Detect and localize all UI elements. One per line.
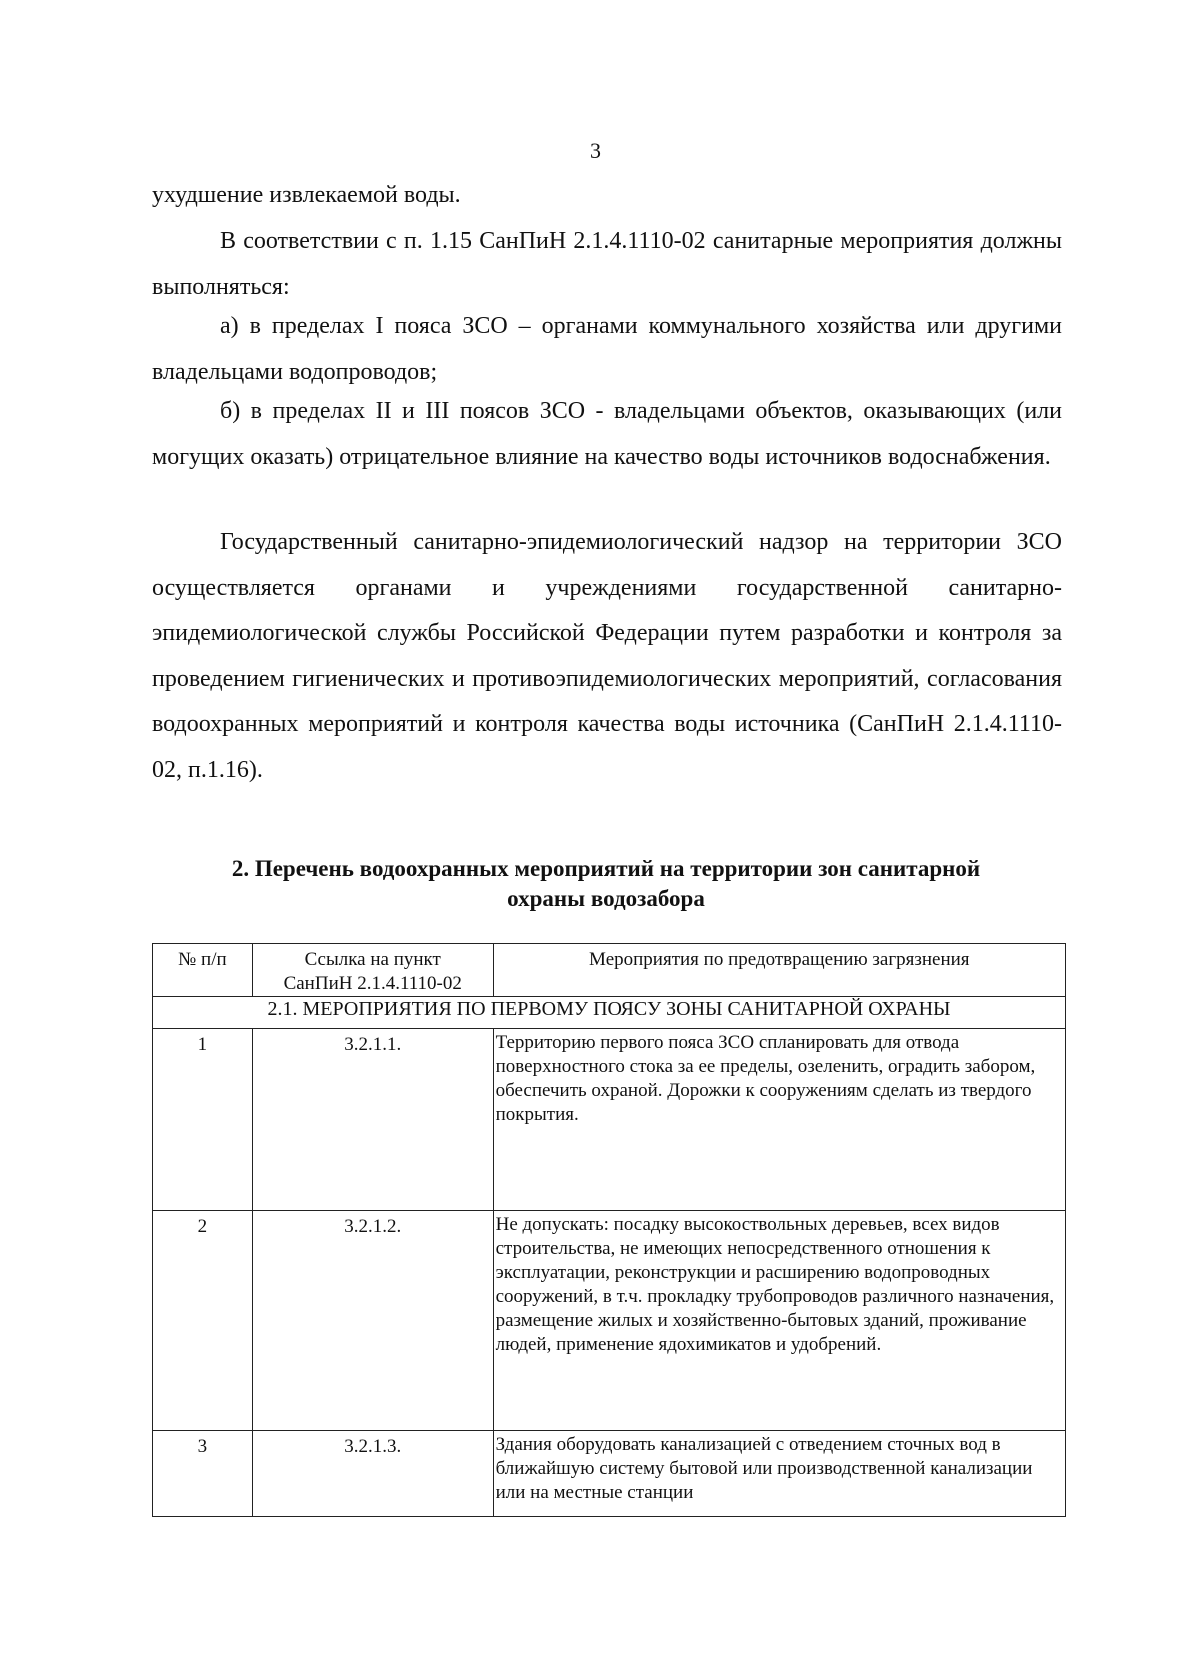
header-measure: Мероприятия по предотвращению загрязнения (493, 944, 1065, 997)
page-number: 3 (590, 138, 601, 163)
table-group-row (153, 997, 1066, 1029)
section-title-line1: 2. Перечень водоохранных мероприятий на территории зон санитарной (231, 856, 981, 881)
row-measure: Не допускать: посадку высокоствольных деревьев, всех видов строительства, не имеющих непосредственного отношения к эксплуатации, реконструкции и расширению водопроводных сооружений, в т.ч. прокладку трубопроводов различного назначения, размещение жилых и хозяйственно-бытовых зданий, проживание людей, применение ядохимикатов и удобрений. (493, 1211, 1065, 1431)
row-measure: Территорию первого пояса ЗСО спланировать для отвода поверхностного стока за ее пределы, озеленить, оградить забором, обеспечить охраной. Дорожки к сооружениям сделать из твердого покрытия. (493, 1029, 1065, 1211)
row-measure: Здания оборудовать канализацией с отведением сточных вод в ближайшую систему бытовой или производственной канализации или на местные станции (493, 1431, 1065, 1517)
table-row (153, 1431, 1066, 1517)
header-ref-line2: СанПиН 2.1.4.1110-02 (283, 973, 462, 994)
header-ref-line1: Ссылка на пункт (304, 949, 441, 970)
section-title (150, 854, 1062, 914)
section-title-line2: охраны водозабора (507, 886, 705, 911)
group-title-zone-1: 2.1. МЕРОПРИЯТИЯ ПО ПЕРВОМУ ПОЯСУ ЗОНЫ САНИТАРНОЙ ОХРАНЫ (153, 997, 1066, 1029)
paragraph-sanpin-1-15: В соответствии с п. 1.15 СанПиН 2.1.4.1110-02 санитарные мероприятия должны выполняться: (152, 228, 1062, 300)
row-ref: 3.2.1.3. (252, 1431, 493, 1517)
row-ref: 3.2.1.1. (252, 1029, 493, 1211)
row-num: 3 (153, 1431, 253, 1517)
header-ref (252, 944, 493, 997)
row-num: 1 (153, 1029, 253, 1211)
table-row (153, 1211, 1066, 1431)
table-header-row (153, 944, 1066, 997)
measures-table (152, 943, 1066, 1517)
row-ref: 3.2.1.2. (252, 1211, 493, 1431)
table-row (153, 1029, 1066, 1211)
row-num: 2 (153, 1211, 253, 1431)
paragraph-continuation: ухудшение извлекаемой воды. (152, 182, 461, 208)
header-num: № п/п (153, 944, 253, 997)
paragraph-zone-2-3: б) в пределах II и III поясов ЗСО - владельцами объектов, оказывающих (или могущих оказать) отрицательное влияние на качество воды источников водоснабжения. (152, 398, 1062, 470)
paragraph-supervision: Государственный санитарно-эпидемиологический надзор на территории ЗСО осуществляется органами и учреждениями государственной санитарно-эпидемиологической службы Российской Федерации путем разработки и контроля за проведением гигиенических и противоэпидемиологических мероприятий, согласования водоохранных мероприятий и контроля качества воды источника (СанПиН 2.1.4.1110-02, п.1.16). (152, 529, 1062, 783)
paragraph-zone-1: а) в пределах I пояса ЗСО – органами коммунального хозяйства или другими владельцами водопроводов; (152, 313, 1062, 385)
